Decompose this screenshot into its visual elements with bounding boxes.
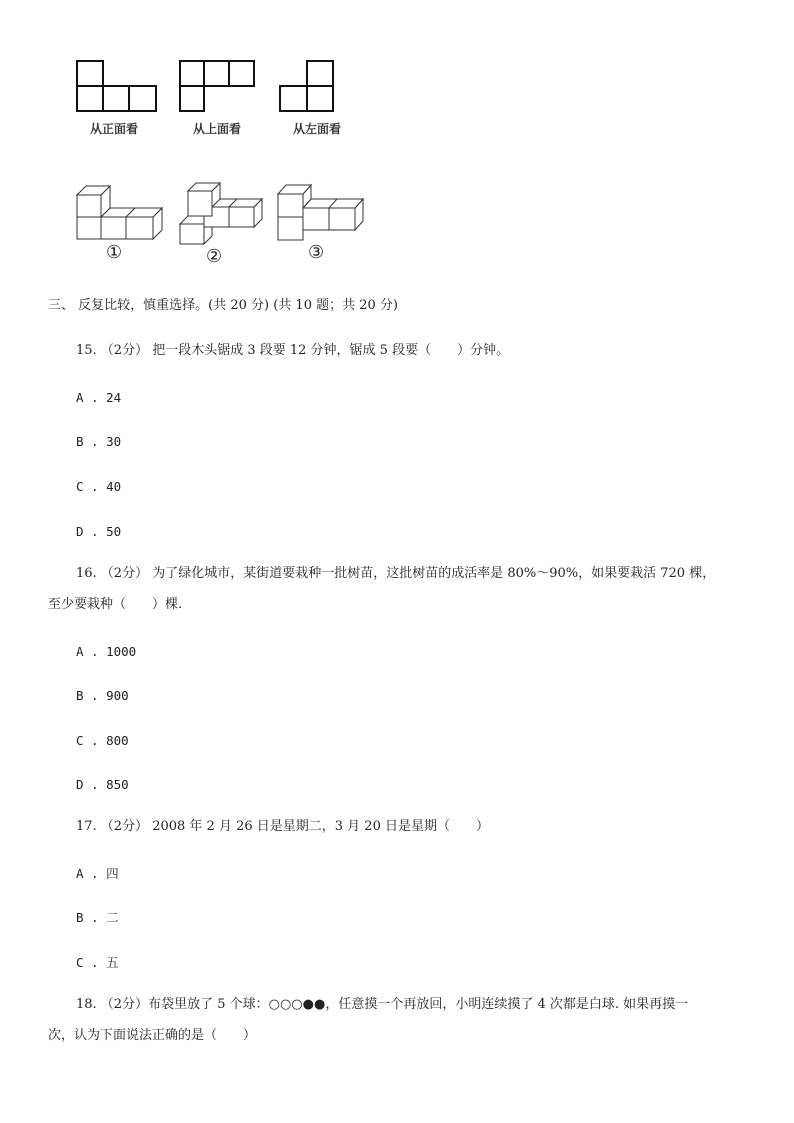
question-18-stem: 18. （2分）布袋里放了 5 个球：○○○●●，任意摸一个再放回，小明连续摸了 4 次都是白球. 如果再摸一 [76, 997, 689, 1012]
question-15-option-b[interactable] [76, 434, 121, 449]
question-17-option-c[interactable] [76, 953, 119, 971]
question-16-stem-continued: 至少要栽种（ ）棵. [48, 597, 183, 612]
option-text: 900 [106, 688, 129, 703]
question-15-stem: 15. （2分） 把一段木头锯成 3 段要 12 分钟，锯成 5 段要（ ）分钟。 [76, 343, 510, 358]
question-16-option-c[interactable] [76, 733, 129, 748]
option-letter: A . [76, 390, 99, 405]
option-text: 二 [106, 910, 119, 925]
solid-3-figure [277, 184, 367, 242]
question-16-option-d[interactable] [76, 777, 129, 792]
solid-3-label: ③ [308, 242, 325, 263]
question-16-option-a[interactable] [76, 644, 136, 659]
solid-2-label: ② [206, 246, 223, 267]
option-letter: A . [76, 866, 99, 881]
option-text: 30 [106, 434, 122, 449]
option-letter: B . [76, 688, 99, 703]
option-letter: B . [76, 910, 99, 925]
option-text: 40 [106, 479, 122, 494]
option-text: 1000 [106, 644, 137, 659]
left-view-figure [279, 60, 335, 112]
left-view-label: 从左面看 [293, 122, 342, 136]
question-18-stem-continued: 次，认为下面说法正确的是（ ） [48, 1028, 257, 1043]
question-15-option-c[interactable] [76, 479, 121, 494]
option-text: 五 [106, 955, 119, 970]
option-text: 24 [106, 390, 122, 405]
option-letter: D . [76, 524, 99, 539]
question-17-option-a[interactable] [76, 864, 119, 882]
solid-1-label: ① [106, 242, 123, 263]
question-16-stem: 16. （2分） 为了绿化城市，某街道要栽种一批树苗，这批树苗的成活率是 80%～90%，如果要栽活 720 棵， [76, 566, 716, 581]
front-view-label: 从正面看 [90, 122, 139, 136]
option-text: 四 [106, 866, 119, 881]
solid-2-figure [179, 182, 263, 246]
question-15-option-a[interactable] [76, 390, 121, 405]
question-17-stem: 17. （2分） 2008 年 2 月 26 日是星期二，3 月 20 日是星期（ ） [76, 819, 489, 834]
option-letter: A . [76, 644, 99, 659]
question-17-option-b[interactable] [76, 908, 119, 926]
top-view-figure [179, 60, 255, 112]
top-view-label: 从上面看 [193, 122, 242, 136]
section-heading: 三、 反复比较，慎重选择。(共 20 分) (共 10 题；共 20 分) [48, 298, 398, 313]
option-letter: C . [76, 955, 99, 970]
front-view-figure [76, 60, 158, 112]
option-letter: D . [76, 777, 99, 792]
option-text: 800 [106, 733, 129, 748]
option-letter: B . [76, 434, 99, 449]
option-letter: C . [76, 479, 99, 494]
question-16-option-b[interactable] [76, 688, 129, 703]
option-text: 50 [106, 524, 122, 539]
option-text: 850 [106, 777, 129, 792]
question-15-option-d[interactable] [76, 524, 121, 539]
option-letter: C . [76, 733, 99, 748]
solid-1-figure [76, 184, 164, 242]
